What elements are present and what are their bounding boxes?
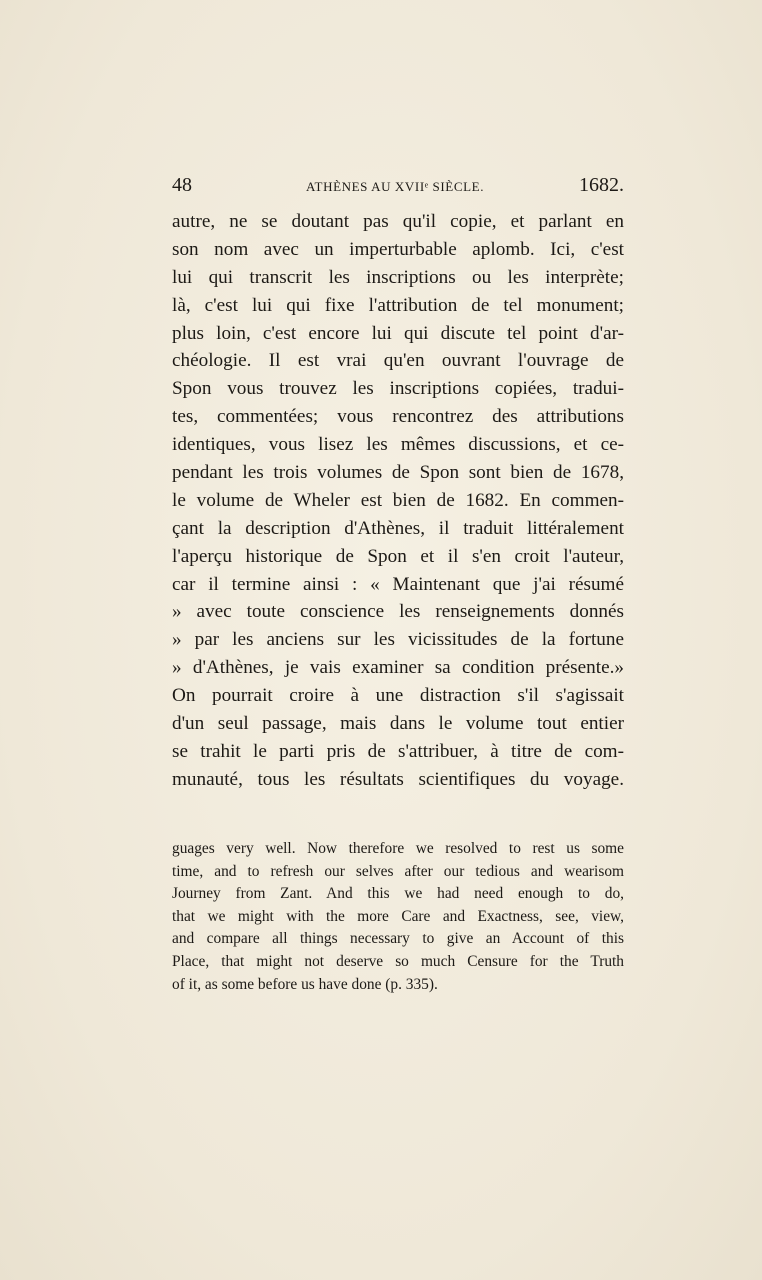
body-line: son nom avec un imperturbable aplomb. Ici, c'est: [172, 238, 624, 260]
footnote-line: guages very well. Now therefore we resolved to rest us some: [172, 840, 624, 857]
body-line: se trahit le parti pris de s'attribuer, à titre de com-: [172, 740, 624, 762]
running-title: ATHÈNES AU XVIIᵉ SIÈCLE.: [306, 179, 485, 194]
body-line: l'aperçu historique de Spon et il s'en croit l'auteur,: [172, 545, 624, 567]
body-line: » d'Athènes, je vais examiner sa condition présente.»: [172, 657, 624, 679]
footnote-line: Journey from Zant. And this we had need enough to do,: [172, 885, 624, 903]
body-line: Spon vous trouvez les inscriptions copiées, tradui-: [172, 378, 624, 400]
footnote: [172, 838, 624, 996]
body-line: » avec toute conscience les renseignements donnés: [172, 601, 624, 623]
body-line: chéologie. Il est vrai qu'en ouvrant l'ouvrage de: [172, 350, 624, 372]
page-header: [172, 174, 624, 198]
body-line: car il termine ainsi : « Maintenant que j'ai résumé: [172, 573, 624, 595]
body-text: [172, 208, 624, 794]
body-line: identiques, vous lisez les mêmes discussions, et ce-: [172, 434, 624, 456]
body-line: là, c'est lui qui fixe l'attribution de tel monument;: [172, 294, 624, 316]
body-line: lui qui transcrit les inscriptions ou les interprète;: [172, 266, 624, 288]
footnote-line: time, and to refresh our selves after our tedious and wearisom: [172, 862, 624, 880]
body-line: plus loin, c'est encore lui qui discute tel point d'ar-: [172, 322, 624, 344]
footnote-line: Place, that might not deserve so much Censure for the Truth: [172, 952, 624, 970]
body-line: le volume de Wheler est bien de 1682. En commen-: [172, 489, 624, 511]
header-year: 1682.: [579, 174, 624, 196]
footnote-line: and compare all things necessary to give an Account of this: [172, 930, 624, 948]
body-line: d'un seul passage, mais dans le volume tout entier: [172, 713, 624, 735]
body-line: » par les anciens sur les vicissitudes de la fortune: [172, 629, 624, 651]
footnote-line: that we might with the more Care and Exactness, see, view,: [172, 907, 624, 925]
body-line: tes, commentées; vous rencontrez des attributions: [172, 406, 624, 428]
body-line: autre, ne se doutant pas qu'il copie, et parlant en: [172, 211, 624, 232]
body-line: On pourrait croire à une distraction s'il s'agissait: [172, 685, 624, 707]
body-line: munauté, tous les résultats scientifiques du voyage.: [172, 768, 624, 790]
body-line: çant la description d'Athènes, il traduit littéralement: [172, 517, 624, 539]
body-line: pendant les trois volumes de Spon sont bien de 1678,: [172, 462, 624, 484]
page-number: 48: [172, 174, 192, 196]
footnote-line: of it, as some before us have done (p. 335).: [172, 975, 438, 993]
